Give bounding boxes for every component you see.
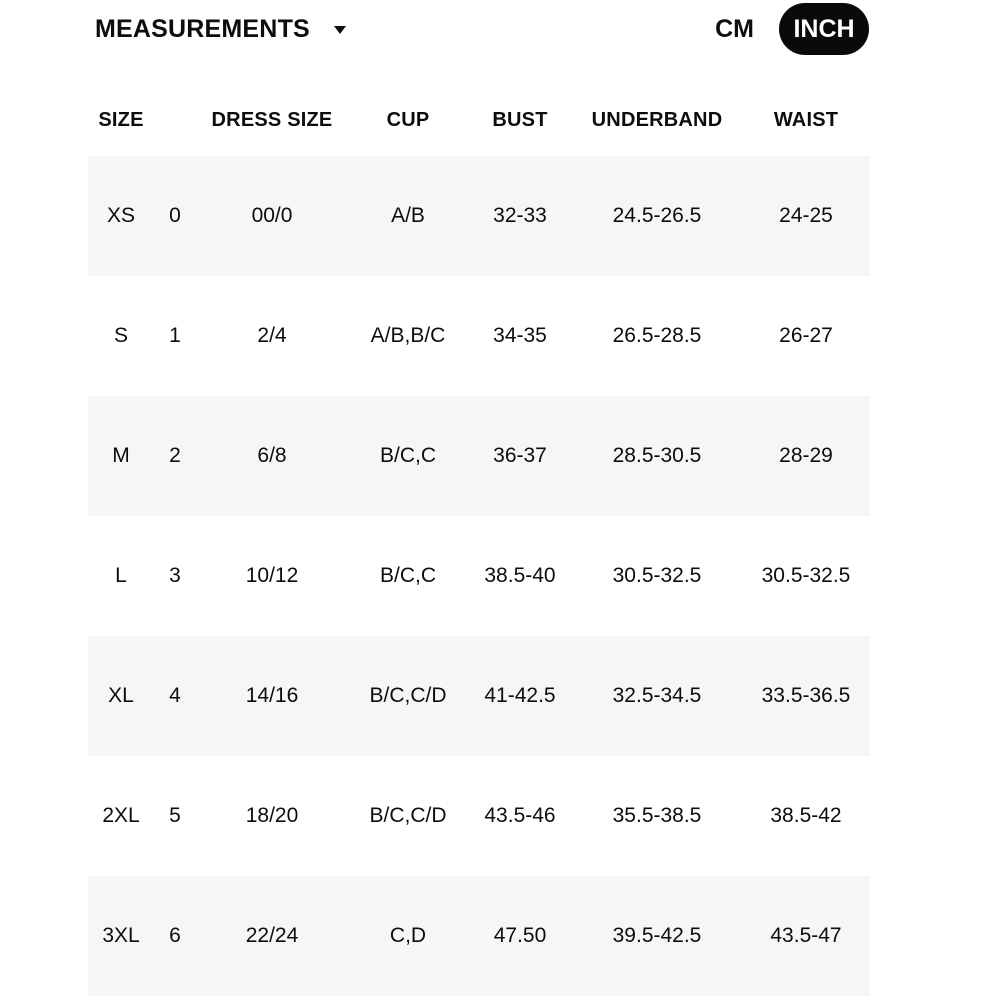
dress-size-value: 10/12	[245, 564, 299, 587]
dress-size-value: 14/16	[245, 684, 299, 707]
size-number-value: 1	[169, 324, 181, 347]
underband-value: 32.5-34.5	[612, 684, 702, 707]
unit-toggle	[715, 2, 869, 56]
table-row-s	[88, 276, 870, 396]
size-number-value: 5	[169, 804, 181, 827]
size-value: L	[115, 564, 127, 587]
column-header-dress-size: DRESS SIZE	[211, 108, 333, 131]
underband-value: 30.5-32.5	[612, 564, 702, 587]
cup-value: B/C,C/D	[369, 804, 447, 827]
dress-size-value: 22/24	[245, 924, 299, 947]
column-header-bust: BUST	[492, 108, 548, 131]
size-value: M	[112, 444, 130, 467]
dress-size-value: 00/0	[251, 204, 293, 227]
column-header-cup: CUP	[386, 108, 430, 131]
underband-value: 24.5-26.5	[612, 204, 702, 227]
waist-value: 33.5-36.5	[761, 684, 851, 707]
waist-value: 43.5-47	[770, 924, 842, 947]
underband-value: 39.5-42.5	[612, 924, 702, 947]
unit-option-inch[interactable]: INCH	[779, 3, 869, 55]
cup-value: B/C,C	[379, 444, 436, 467]
cup-value: C,D	[389, 924, 427, 947]
cup-value: B/C,C/D	[369, 684, 447, 707]
underband-value: 35.5-38.5	[612, 804, 702, 827]
cup-value: A/B	[391, 204, 425, 227]
size-value: 2XL	[102, 804, 140, 827]
bust-value: 47.50	[493, 924, 547, 947]
table-row-xs	[88, 156, 870, 276]
bust-value: 34-35	[493, 324, 547, 347]
waist-value: 30.5-32.5	[761, 564, 851, 587]
waist-value: 24-25	[779, 204, 833, 227]
dress-size-value: 6/8	[257, 444, 287, 467]
size-number-value: 4	[169, 684, 181, 707]
table-row-l	[88, 516, 870, 636]
size-number-value: 0	[169, 204, 181, 227]
cup-value: B/C,C	[379, 564, 436, 587]
table-row-m	[88, 396, 870, 516]
underband-value: 26.5-28.5	[612, 324, 702, 347]
bust-value: 32-33	[493, 204, 547, 227]
unit-option-cm[interactable]: CM	[715, 14, 754, 43]
bust-value: 38.5-40	[484, 564, 556, 587]
dress-size-value: 2/4	[257, 324, 287, 347]
size-number-value: 3	[169, 564, 181, 587]
table-row-2xl	[88, 756, 870, 876]
size-number-value: 6	[169, 924, 181, 947]
size-number-value: 2	[169, 444, 181, 467]
page-title: MEASUREMENTS	[95, 14, 310, 43]
column-header-underband: UNDERBAND	[591, 108, 723, 131]
table-row-3xl	[88, 876, 870, 996]
dress-size-value: 18/20	[245, 804, 299, 827]
size-value: S	[113, 324, 128, 347]
cup-value: A/B,B/C	[370, 324, 446, 347]
bust-value: 41-42.5	[484, 684, 556, 707]
size-value: 3XL	[102, 924, 140, 947]
size-value: XS	[106, 204, 135, 227]
size-value: XL	[108, 684, 134, 707]
column-header-waist: WAIST	[773, 108, 839, 131]
table-row-xl	[88, 636, 870, 756]
measurements-dropdown[interactable]	[95, 8, 346, 50]
bust-value: 36-37	[493, 444, 547, 467]
table-body	[88, 156, 870, 996]
table-header-row	[88, 95, 870, 145]
waist-value: 26-27	[779, 324, 833, 347]
waist-value: 38.5-42	[770, 804, 842, 827]
caret-down-icon	[334, 26, 346, 34]
underband-value: 28.5-30.5	[612, 444, 702, 467]
column-header-size: SIZE	[98, 108, 144, 131]
waist-value: 28-29	[779, 444, 833, 467]
bust-value: 43.5-46	[484, 804, 556, 827]
